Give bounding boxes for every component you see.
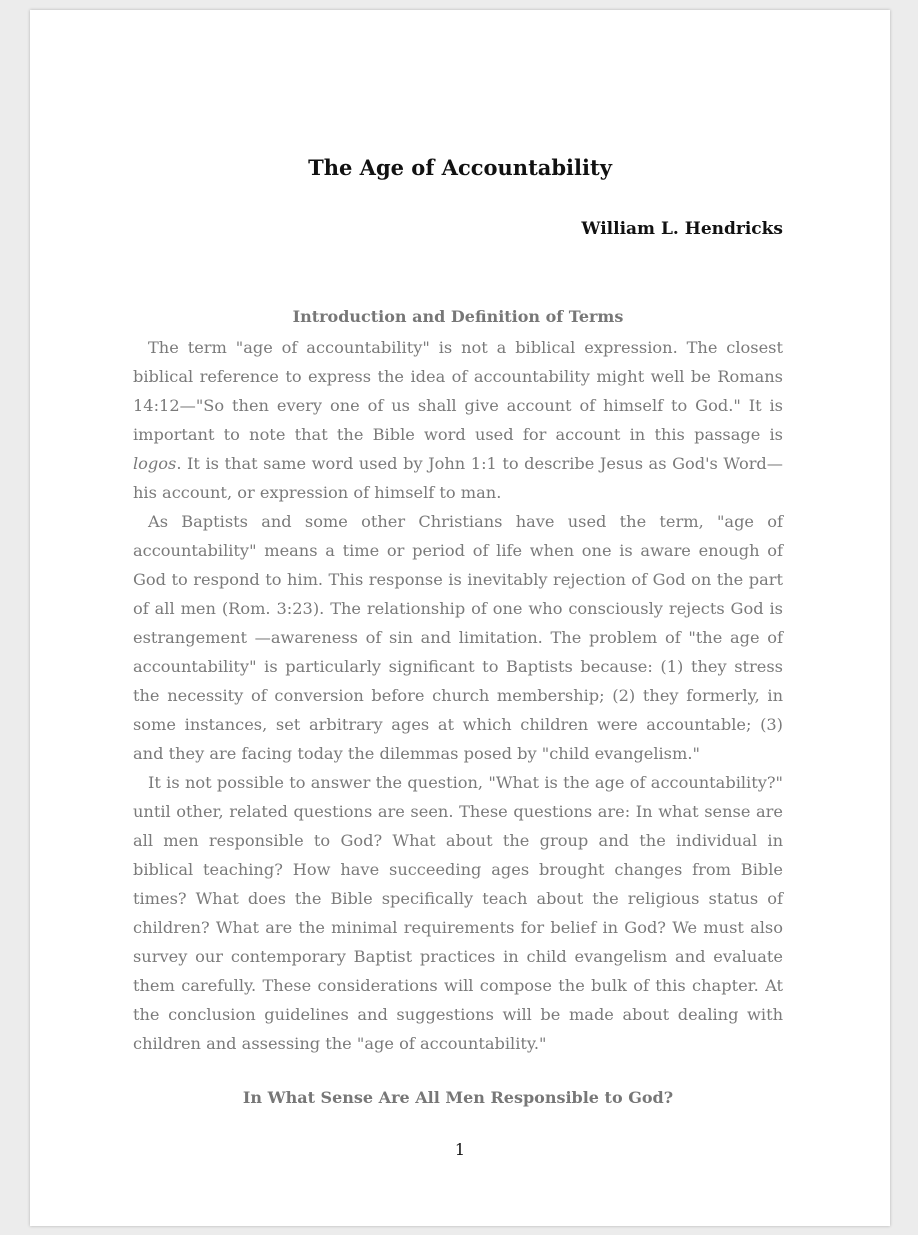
page-title: The Age of Accountability	[308, 155, 612, 180]
paragraph: It is not possible to answer the question, "What is the age of accountability?" until other, related questions are seen. These questions are: In what sense are all men responsible to God? What about the group and the individual in biblical teaching? How have succeeding ages brought changes from Bible times? What does the Bible specifically teach about the religious status of children? What are the minimal requirements for belief in God? We must also survey our contemporary Baptist practices in child evangelism and evaluate them carefully. These considerations will compose the bulk of this chapter. At the conclusion guidelines and suggestions will be made about dealing with children and assessing the "age of accountability."	[133, 773, 783, 1053]
section-heading-responsibility: In What Sense Are All Men Responsible to God?	[242, 1088, 674, 1107]
paragraph	[133, 333, 783, 507]
page-number: 1	[454, 1140, 466, 1159]
paragraph-text: The term "age of accountability" is not a biblical expression. The closest biblical reference to express the idea of accountability might well be Romans 14:12—"So then every one of us shall give account of himself to God." It is important to note that the Bible word used for account in this passage is	[133, 338, 783, 444]
document-page	[30, 10, 890, 1226]
author-name: William L. Hendricks	[581, 219, 783, 239]
body-text	[133, 333, 783, 1058]
italic-term: logos	[133, 454, 177, 473]
paragraph-text: . It is that same word used by John 1:1 to describe Jesus as God's Word—his account, or expression of himself to man.	[133, 454, 783, 502]
section-heading-introduction: Introduction and Definition of Terms	[292, 307, 624, 326]
paragraph: As Baptists and some other Christians have used the term, "age of accountability" means a time or period of life when one is aware enough of God to respond to him. This response is inevitably rejection of God on the part of all men (Rom. 3:23). The relationship of one who consciously rejects God is estrangement —awareness of sin and limitation. The problem of "the age of accountability" is particularly significant to Baptists because: (1) they stress the necessity of conversion before church membership; (2) they formerly, in some instances, set arbitrary ages at which children were accountable; (3) and they are facing today the dilemmas posed by "child evangelism."	[133, 512, 783, 763]
